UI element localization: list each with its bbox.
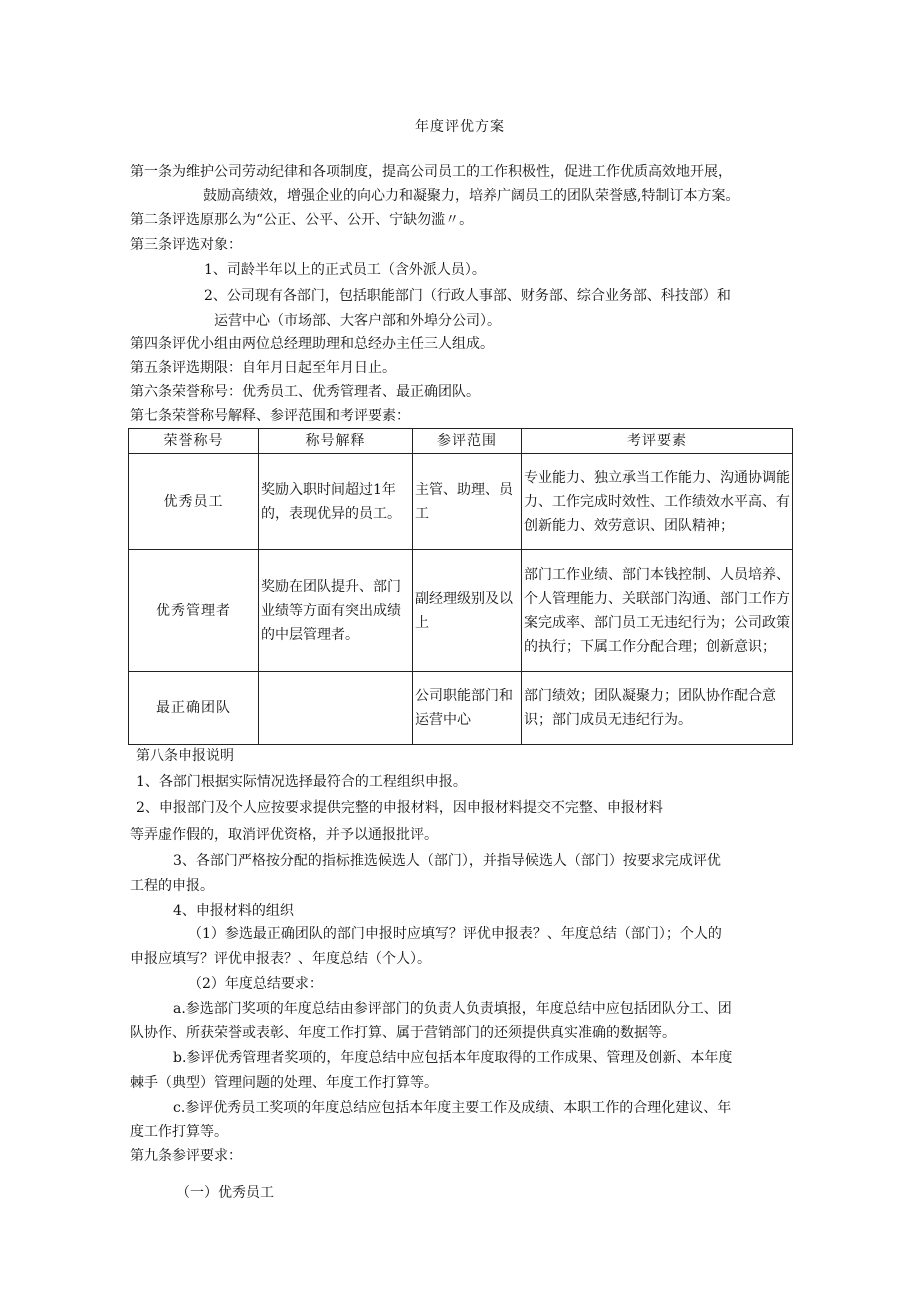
article-7: 第七条荣誉称号解释、参评范围和考评要素： [130, 408, 410, 424]
honor-scope-cell: 公司职能部门和运营中心 [413, 672, 522, 745]
article-4: 第四条评优小组由两位总经理助理和总经办主任三人组成。 [130, 336, 494, 352]
table-header-cell: 参评范围 [413, 429, 522, 454]
article-6: 第六条荣誉称号：优秀员工、优秀管理者、最正确团队。 [130, 384, 480, 400]
honor-explain-cell: 奖励在团队提升、部门业绩等方面有突出成绩的中层管理者。 [259, 550, 413, 672]
article-8: 第八条申报说明 [136, 748, 234, 764]
table-header-cell: 荣誉称号 [129, 429, 259, 454]
table-header-row [129, 429, 793, 454]
table-header-cell: 考评要素 [522, 429, 793, 454]
honor-factors-cell: 部门绩效；团队凝聚力；团队协作配合意识；部门成员无违纪行为。 [522, 672, 793, 745]
article-8-paragraph-3-line-1: 3、各部门严格按分配的指标推选候选人（部门），并指导候选人（部门）按要求完成评优 [173, 853, 721, 869]
table-row [129, 454, 793, 550]
article-8-item-c-line-1: c.参评优秀员工奖项的年度总结应包括本年度主要工作及成绩、本职工作的合理化建议、年 [173, 1100, 732, 1116]
article-8-paragraph-2-line-1: 2、申报部门及个人应按要求提供完整的申报材料，因申报材料提交不完整、申报材料 [136, 800, 663, 816]
article-1-line-2: 鼓励高绩效，增强企业的向心力和凝聚力，培养广阔员工的团队荣誉感,特制订本方案。 [203, 188, 740, 204]
article-3: 第三条评选对象： [130, 237, 242, 253]
article-8-item-2: （2）年度总结要求： [188, 976, 323, 992]
article-8-item-c-line-2: 度工作打算等。 [130, 1124, 228, 1140]
honor-explain-cell [259, 672, 413, 745]
article-8-item-1-line-1: （1）参选最正确团队的部门申报时应填写？评优申报表？、年度总结（部门）；个人的 [188, 926, 722, 942]
honor-explain-cell: 奖励入职时间超过1年的，表现优异的员工。 [259, 454, 413, 550]
article-8-paragraph-1: 1、各部门根据实际情况选择最符合的工程组织申报。 [136, 774, 467, 790]
table-row [129, 672, 793, 745]
table-header-cell: 称号解释 [259, 429, 413, 454]
article-8-item-b-line-2: 棘手（典型）管理问题的处理、年度工作打算等。 [130, 1075, 438, 1091]
article-3-item-1: 1、司龄半年以上的正式员工（含外派人员）。 [204, 262, 486, 278]
article-2: 第二条评选原那么为“公正、公平、公开、宁缺勿滥〃。 [130, 212, 474, 228]
honor-name-cell: 优秀管理者 [129, 550, 259, 672]
article-8-paragraph-4: 4、申报材料的组织 [173, 903, 294, 919]
article-9: 第九条参评要求： [130, 1148, 242, 1164]
honor-factors-cell: 专业能力、独立承当工作能力、沟通协调能力、工作完成时效性、工作绩效水平高、有创新能力、效劳意识、团队精神； [522, 454, 793, 550]
article-5: 第五条评选期限：自年月日起至年月日止。 [130, 360, 396, 376]
honor-name-cell: 最正确团队 [129, 672, 259, 745]
article-3-item-2-line-1: 2、公司现有各部门，包括职能部门（行政人事部、财务部、综合业务部、科技部）和 [204, 288, 731, 304]
honor-scope-cell: 主管、助理、员工 [413, 454, 522, 550]
honor-factors-cell: 部门工作业绩、部门本钱控制、人员培养、个人管理能力、关联部门沟通、部门工作方案完成率、部门员工无违纪行为；公司政策的执行；下属工作分配合理；创新意识； [522, 550, 793, 672]
document-title: 年度评优方案 [415, 119, 505, 135]
article-8-paragraph-3-line-2: 工程的申报。 [130, 878, 214, 894]
article-1-line-1: 第一条为维护公司劳动纪律和各项制度，提高公司员工的工作积极性，促进工作优质高效地开展， [130, 164, 732, 180]
article-8-item-1-line-2: 申报应填写？评优申报表？、年度总结（个人）。 [130, 951, 431, 967]
article-8-item-a-line-2: 队协作、所获荣誉或表彰、年度工作打算、属于营销部门的还须提供真实准确的数据等。 [130, 1025, 676, 1041]
article-8-item-a-line-1: a.参选部门奖项的年度总结由参评部门的负责人负责填报，年度总结中应包括团队分工、团 [173, 1001, 732, 1017]
article-8-paragraph-2-line-2: 等弄虚作假的，取消评优资格，并予以通报批评。 [130, 827, 438, 843]
honor-name-cell: 优秀员工 [129, 454, 259, 550]
article-9-item-1: （一）优秀员工 [176, 1185, 274, 1201]
article-8-item-b-line-1: b.参评优秀管理者奖项的，年度总结中应包括本年度取得的工作成果、管理及创新、本年度 [173, 1050, 733, 1066]
honor-scope-cell: 副经理级别及以上 [413, 550, 522, 672]
table-row [129, 550, 793, 672]
article-3-item-2-line-2: 运营中心（市场部、大客户部和外埠分公司）。 [214, 313, 501, 329]
honor-table [128, 428, 793, 745]
